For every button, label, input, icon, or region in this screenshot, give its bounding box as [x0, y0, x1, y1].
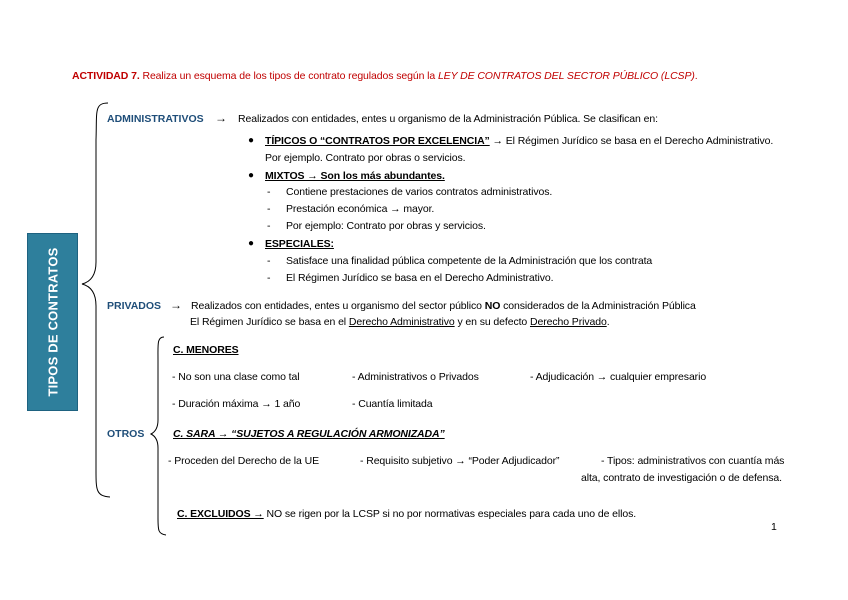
privados-line2-admin: Derecho Administrativo: [348, 316, 455, 328]
tipicos-line: [265, 135, 773, 148]
excluidos-label: C. EXCLUIDOS →: [177, 508, 264, 520]
especiales-item-1: Satisface una finalidad pública competente de la Administración que los contrata: [286, 255, 653, 267]
privados-line-2: [190, 316, 610, 329]
activity-text: Realiza un esquema de los tipos de contrato regulados según la: [139, 70, 438, 82]
dash: -: [267, 272, 271, 284]
menores-item-4: - Duración máxima → 1 año: [172, 398, 301, 410]
sara-label: C. SARA → “SUJETOS A REGULACIÓN ARMONIZADA”: [173, 428, 445, 440]
privados-line2-a: El Régimen Jurídico se basa en el: [190, 316, 349, 328]
activity-end: .: [694, 70, 698, 82]
privados-line2-e: .: [606, 316, 610, 328]
menores-item-1: - No son una clase como tal: [172, 371, 300, 383]
admin-arrow: →: [215, 111, 227, 125]
especiales-label: ESPECIALES:: [265, 238, 334, 250]
mixtos-label: MIXTOS → Son los más abundantes.: [265, 170, 445, 182]
activity-law: LEY DE CONTRATOS DEL SECTOR PÚBLICO (LCSP): [437, 70, 695, 82]
privados-heading: PRIVADOS: [107, 300, 162, 312]
dash: -: [267, 186, 271, 198]
privados-line1-c: considerados de la Administración Pública: [500, 300, 696, 312]
otros-heading: OTROS: [107, 428, 145, 440]
sara-item-2: - Requisito subjetivo → “Poder Adjudicador”: [360, 455, 560, 467]
admin-desc: Realizados con entidades, entes u organismo de la Administración Pública. Se clasifican en:: [238, 113, 658, 125]
tipicos-label: TÍPICOS O “CONTRATOS POR EXCELENCIA”: [265, 135, 490, 147]
menores-label: C. MENORES: [173, 344, 239, 356]
side-title: TIPOS DE CONTRATOS: [45, 247, 60, 397]
sara-item-1: - Proceden del Derecho de la UE: [168, 455, 319, 467]
privados-arrow: →: [170, 298, 182, 312]
tipicos-example: Por ejemplo. Contrato por obras o servicios.: [265, 152, 466, 164]
tipicos-text: → El Régimen Jurídico se basa en el Derecho Administrativo.: [489, 135, 774, 147]
excluidos-line: [177, 508, 636, 521]
admin-heading: ADMINISTRATIVOS: [107, 113, 204, 125]
menores-item-5: - Cuantía limitada: [352, 398, 433, 410]
excluidos-text: NO se rigen por la LCSP si no por normativas especiales para cada uno de ellos.: [263, 508, 637, 520]
dash: -: [267, 220, 271, 232]
sara-item-4: alta, contrato de investigación o de defensa.: [581, 472, 782, 484]
privados-line1-a: Realizados con entidades, entes u organismo del sector público: [191, 300, 485, 312]
mixtos-item-1: Contiene prestaciones de varios contratos administrativos.: [286, 186, 553, 198]
bullet-especiales: ●: [248, 238, 255, 249]
menores-item-2: - Administrativos o Privados: [352, 371, 479, 383]
page-number: 1: [771, 521, 777, 533]
especiales-item-2: El Régimen Jurídico se basa en el Derecho Administrativo.: [286, 272, 554, 284]
dash: -: [267, 255, 271, 267]
sara-item-3: - Tipos: administrativos con cuantía más: [601, 455, 785, 467]
mixtos-item-3: Por ejemplo: Contrato por obras y servicios.: [286, 220, 486, 232]
privados-line1-no: NO: [484, 300, 501, 312]
privados-line2-privado: Derecho Privado: [529, 316, 607, 328]
otros-brace: [151, 337, 166, 535]
bullet-tipicos: ●: [248, 135, 255, 146]
dash: -: [267, 203, 271, 215]
main-brace: [82, 103, 110, 497]
privados-line2-c: y en su defecto: [454, 316, 530, 328]
privados-line-1: [191, 300, 696, 313]
mixtos-item-2: Prestación económica → mayor.: [286, 203, 435, 215]
bullet-mixtos: ●: [248, 170, 255, 181]
activity-label: ACTIVIDAD 7.: [72, 70, 140, 82]
menores-item-3: - Adjudicación → cualquier empresario: [530, 371, 707, 383]
